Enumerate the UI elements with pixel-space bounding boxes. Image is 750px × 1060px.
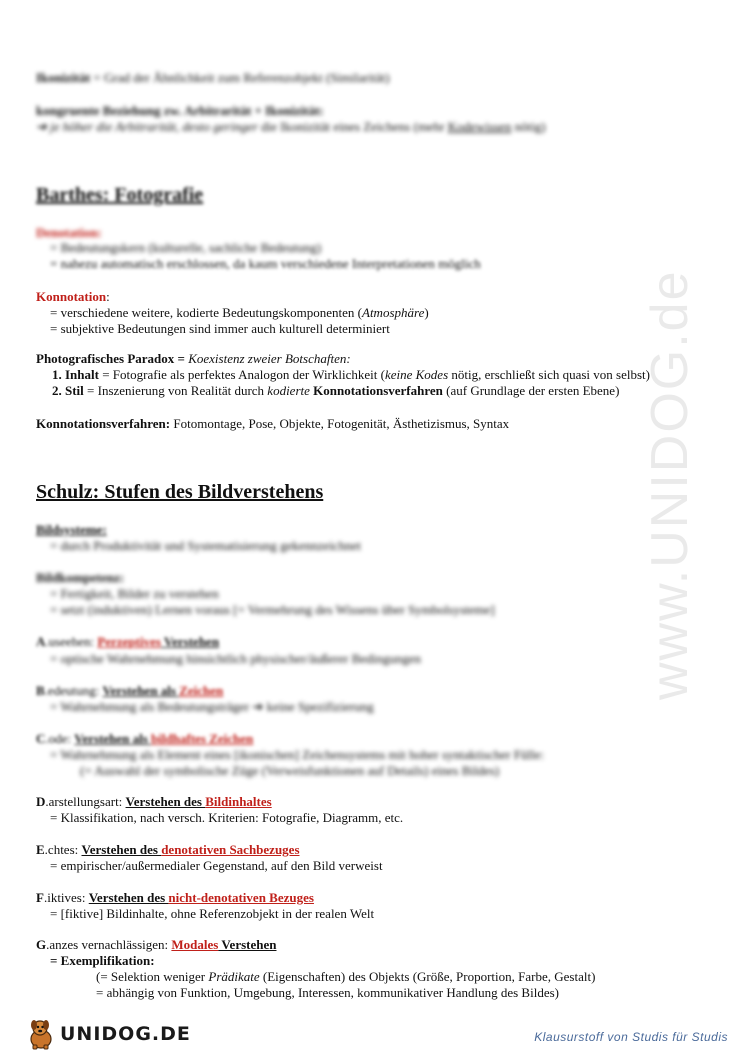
paradox-item-2: 2. Stil = Inszenierung von Realität durch kodierte Konnotationsverfahren (auf Grundlage der ersten Ebene)	[52, 383, 620, 398]
stufe-c-heading: C.ode: Verstehen als bildhaftes Zeichen	[36, 731, 254, 746]
kongruente-beziehung-line: kongruente Beziehung zw. Arbitrarität + Ikonizität:	[36, 103, 324, 118]
konnotation-line-1: = verschiedene weitere, kodierte Bedeutungskomponenten (Atmosphäre)	[50, 305, 429, 320]
konnotation-label: Konnotation:	[36, 289, 110, 304]
stufe-g-line-1: = Exemplifikation:	[50, 953, 155, 968]
unidog-logo[interactable]	[26, 1016, 191, 1052]
logo-text: UNIDOG.DE	[60, 1023, 191, 1045]
paradox-item-1: 1. Inhalt = Fotografie als perfektes Analogon der Wirklichkeit (keine Kodes nötig, erschließt sich quasi von selbst)	[52, 367, 650, 382]
stufe-a-line-1: = optische Wahrnehmung hinsichtlich physischer/äußerer Bedingungen	[50, 651, 422, 666]
stufe-e-line-1: = empirischer/außermedialer Gegenstand, auf den Bild verweist	[50, 858, 383, 873]
paradox-line: Photografisches Paradox = Koexistenz zweier Botschaften:	[36, 351, 351, 366]
arbitraritaet-line: ➔ je höher die Arbitrarität, desto geringer die Ikonizität eines Zeichens (mehr Kodewissen nötig)	[36, 119, 546, 134]
denotation-line-1: = Bedeutungskern (kulturelle, sachliche Bedeutung)	[50, 240, 322, 255]
stufe-g-heading: G.anzes vernachlässigen: Modales Verstehen	[36, 937, 277, 952]
heading-barthes: Barthes: Fotografie	[36, 184, 204, 206]
stufe-a-heading: A.useehen: Perzeptives Verstehen	[36, 634, 220, 649]
stufe-f-line-1: = [fiktive] Bildinhalte, ohne Referenzobjekt in der realen Welt	[50, 906, 375, 921]
stufe-g-line-2: (= Selektion weniger Prädikate (Eigenschaften) des Objekts (Größe, Proportion, Farbe, Gestalt)	[96, 969, 596, 984]
bildsysteme-label: Bildsysteme:	[36, 522, 107, 537]
bildkompetenz-line-2: = setzt (induktiven) Lernen voraus [= Vermehrung des Wissens über Symbolsysteme]	[50, 602, 495, 617]
stufe-c-line-2: (= Auswahl der symbolische Züge (Verweisfunktionen auf Details) eines Bildes)	[80, 763, 500, 778]
stufe-d-heading: D.arstellungsart: Verstehen des Bildinhaltes	[36, 794, 272, 809]
dog-icon	[26, 1017, 56, 1051]
bildkompetenz-line-1: = Fertigkeit, Bilder zu verstehen	[50, 586, 219, 601]
stufe-b-line-1: = Wahrnehmung als Bedeutungsträger ➔ keine Spezifizierung	[50, 699, 374, 714]
heading-schulz: Schulz: Stufen des Bildverstehens	[36, 481, 324, 503]
stufe-f-heading: F.iktives: Verstehen des nicht-denotativen Bezuges	[36, 890, 314, 905]
denotation-line-2: = nahezu automatisch erschlossen, da kaum verschiedene Interpretationen möglich	[50, 256, 481, 271]
stufe-e-heading: E.chtes: Verstehen des denotativen Sachbezuges	[36, 842, 300, 857]
konnotationsverfahren-line: Konnotationsverfahren: Fotomontage, Pose, Objekte, Fotogenität, Ästhetizismus, Syntax	[36, 416, 510, 431]
bildkompetenz-label: Bildkompetenz:	[36, 570, 125, 585]
stufe-g-line-3: = abhängig von Funktion, Umgebung, Interessen, kommunikativer Handlung des Bildes)	[96, 985, 559, 1000]
stufe-b-heading: B.edeutung: Verstehen als Zeichen	[36, 683, 224, 698]
stufe-d-line-1: = Klassifikation, nach versch. Kriterien: Fotografie, Diagramm, etc.	[50, 810, 404, 825]
denotation-label: Denotation:	[36, 225, 102, 240]
footer-tagline: Klausurstoff von Studis für Studis	[534, 1030, 728, 1044]
ikonizitaet-line: Ikonizität = Grad der Ähnlichkeit zum Referenzobjekt (Similarität)	[36, 70, 390, 85]
watermark: www.UNIDOG.de	[641, 269, 699, 700]
bildsysteme-line-1: = durch Produktivität und Systematisierung gekennzeichnet	[50, 538, 361, 553]
stufe-c-line-1: = Wahrnehmung als Element eines [ikonischen] Zeichensystems mit hoher syntaktischer Fülle:	[50, 747, 545, 762]
konnotation-line-2: = subjektive Bedeutungen sind immer auch kulturell determiniert	[50, 321, 390, 336]
